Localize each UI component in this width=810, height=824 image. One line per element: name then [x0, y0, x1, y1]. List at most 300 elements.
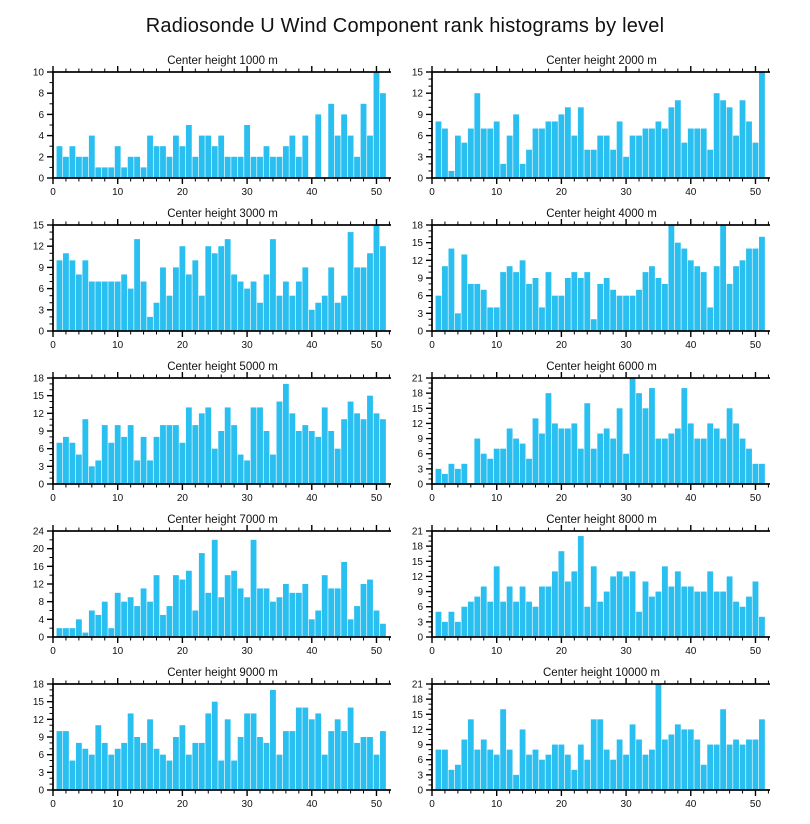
y-tick-label: 9 [417, 434, 423, 446]
bar-rank-31 [630, 724, 636, 790]
bar-rank-40 [688, 260, 694, 331]
y-tick-label: 9 [38, 732, 44, 744]
bar-rank-30 [244, 597, 250, 637]
bar-rank-31 [630, 378, 636, 484]
bar-rank-41 [315, 611, 321, 638]
histogram-center-height-8000-m [391, 511, 770, 664]
bar-rank-8 [481, 290, 487, 331]
bar-rank-41 [694, 740, 700, 790]
bar-rank-31 [251, 282, 257, 331]
x-tick-label: 40 [306, 493, 318, 504]
x-tick-label: 20 [555, 340, 567, 351]
bar-rank-9 [487, 602, 493, 637]
bar-rank-46 [348, 402, 354, 484]
bar-rank-26 [218, 246, 224, 331]
bar-rank-46 [348, 232, 354, 331]
bars [57, 690, 386, 790]
bar-rank-17 [539, 587, 545, 637]
bar-rank-30 [244, 460, 250, 484]
bar-rank-4 [455, 136, 461, 178]
bar-rank-12 [507, 750, 513, 790]
bar-rank-20 [179, 146, 185, 178]
x-tick-label: 10 [491, 493, 503, 504]
bar-rank-42 [701, 129, 707, 178]
y-tick-label: 9 [417, 273, 423, 285]
bar-rank-24 [584, 150, 590, 178]
bar-rank-8 [102, 425, 108, 484]
bars [436, 225, 765, 331]
x-tick-label: 0 [50, 187, 56, 198]
bar-rank-51 [380, 731, 386, 790]
bar-rank-40 [309, 431, 315, 484]
bars [436, 684, 765, 790]
bar-rank-51 [759, 237, 765, 331]
y-tick-label: 9 [38, 262, 44, 274]
y-tick-label: 4 [38, 614, 44, 626]
bar-rank-25 [591, 319, 597, 331]
panel-title: Center height 2000 m [546, 55, 657, 67]
bar-rank-7 [95, 615, 101, 637]
bar-rank-48 [740, 745, 746, 790]
bar-rank-47 [733, 602, 739, 637]
bar-rank-34 [270, 157, 276, 178]
bar-rank-1 [57, 731, 63, 790]
bar-rank-23 [199, 413, 205, 484]
bar-rank-4 [76, 619, 82, 637]
bar-rank-18 [546, 755, 552, 790]
x-tick-label: 10 [491, 646, 503, 657]
y-tick-label: 3 [417, 770, 423, 782]
x-tick-label: 40 [685, 646, 697, 657]
bar-rank-39 [681, 388, 687, 484]
bar-rank-49 [367, 737, 373, 790]
bar-rank-29 [238, 455, 244, 484]
bar-rank-43 [707, 423, 713, 484]
bar-rank-33 [643, 755, 649, 790]
bar-rank-39 [302, 708, 308, 790]
bar-rank-30 [623, 454, 629, 484]
histogram-center-height-1000-m [12, 52, 391, 205]
x-tick-label: 10 [112, 340, 124, 351]
bar-rank-16 [533, 129, 539, 178]
bar-rank-14 [141, 588, 147, 637]
bar-rank-12 [507, 587, 513, 637]
x-tick-label: 50 [370, 799, 383, 810]
bar-rank-28 [610, 576, 616, 637]
y-tick-label: 18 [32, 373, 44, 385]
bar-rank-20 [558, 114, 564, 178]
bar-rank-25 [591, 449, 597, 484]
bar-rank-14 [141, 167, 147, 178]
bar-rank-27 [604, 592, 610, 637]
panel-center-height-4000-m [391, 205, 770, 358]
bar-rank-11 [121, 437, 127, 484]
y-tick-label: 12 [411, 724, 423, 736]
bar-rank-17 [160, 755, 166, 790]
bar-rank-51 [380, 419, 386, 484]
bar-rank-9 [108, 755, 114, 790]
bar-rank-5 [461, 464, 467, 484]
bar-rank-40 [309, 310, 315, 331]
bar-rank-22 [192, 425, 198, 484]
bar-rank-25 [212, 449, 218, 484]
bar-rank-41 [315, 437, 321, 484]
bar-rank-28 [610, 760, 616, 790]
y-tick-label: 3 [417, 464, 423, 476]
bar-rank-46 [727, 107, 733, 178]
bar-rank-50 [753, 464, 759, 484]
panel-center-height-8000-m [391, 511, 770, 664]
bar-rank-10 [494, 449, 500, 484]
bar-rank-21 [565, 581, 571, 637]
bar-rank-32 [636, 393, 642, 484]
bar-rank-11 [500, 272, 506, 331]
histogram-center-height-2000-m [391, 52, 770, 205]
bar-rank-33 [264, 588, 270, 637]
bars [57, 225, 386, 331]
bars [57, 384, 386, 484]
bar-rank-17 [539, 434, 545, 484]
bar-rank-36 [662, 740, 668, 790]
bar-rank-15 [147, 460, 153, 484]
bar-rank-40 [688, 129, 694, 178]
bar-rank-50 [753, 249, 759, 331]
bar-rank-12 [507, 428, 513, 484]
bar-rank-23 [578, 745, 584, 790]
bar-rank-27 [604, 750, 610, 790]
bar-rank-11 [500, 449, 506, 484]
bar-rank-38 [296, 157, 302, 178]
bar-rank-32 [257, 157, 263, 178]
y-tick-label: 18 [32, 679, 44, 691]
bar-rank-2 [442, 622, 448, 637]
bar-rank-18 [167, 761, 173, 790]
bar-rank-15 [147, 136, 153, 178]
y-tick-label: 15 [411, 238, 423, 250]
bar-rank-22 [571, 770, 577, 790]
bar-rank-45 [720, 592, 726, 637]
panel-center-height-2000-m [391, 52, 770, 205]
panel-title: Center height 6000 m [546, 361, 657, 373]
bars [57, 540, 386, 637]
y-tick-label: 24 [32, 526, 44, 538]
bar-rank-44 [714, 93, 720, 178]
y-tick-label: 15 [411, 403, 423, 415]
bar-rank-28 [231, 274, 237, 331]
bar-rank-29 [617, 740, 623, 790]
y-tick-label: 0 [38, 326, 44, 338]
bar-rank-33 [264, 431, 270, 484]
bar-rank-47 [354, 267, 360, 331]
bar-rank-34 [649, 129, 655, 178]
bar-rank-5 [461, 740, 467, 790]
x-tick-label: 30 [241, 646, 253, 657]
bar-rank-45 [341, 114, 347, 178]
x-tick-label: 0 [429, 340, 435, 351]
bar-rank-8 [481, 587, 487, 637]
bar-rank-2 [63, 628, 69, 637]
bar-rank-43 [707, 150, 713, 178]
bar-rank-43 [328, 588, 334, 637]
bar-rank-13 [513, 602, 519, 637]
bar-rank-5 [82, 749, 88, 790]
x-tick-label: 10 [112, 646, 124, 657]
bar-rank-16 [533, 607, 539, 637]
y-tick-label: 18 [411, 388, 423, 400]
bar-rank-31 [251, 157, 257, 178]
histogram-grid [0, 52, 810, 817]
bar-rank-19 [552, 423, 558, 484]
bar-rank-2 [442, 750, 448, 790]
bars [436, 536, 765, 637]
bar-rank-51 [380, 624, 386, 637]
bar-rank-2 [442, 129, 448, 178]
x-tick-label: 30 [620, 493, 632, 504]
bar-rank-41 [694, 129, 700, 178]
bar-rank-28 [231, 157, 237, 178]
bar-rank-35 [277, 157, 283, 178]
bar-rank-33 [643, 129, 649, 178]
y-tick-label: 15 [32, 697, 44, 709]
panel-title: Center height 4000 m [546, 208, 657, 220]
panel-center-height-9000-m [12, 664, 391, 817]
bar-rank-30 [623, 755, 629, 790]
bar-rank-9 [487, 459, 493, 484]
bar-rank-3 [449, 249, 455, 331]
histogram-center-height-7000-m [12, 511, 391, 664]
bar-rank-30 [244, 289, 250, 331]
bar-rank-23 [578, 449, 584, 484]
x-tick-label: 40 [306, 340, 318, 351]
bar-rank-9 [487, 750, 493, 790]
bar-rank-34 [649, 750, 655, 790]
bar-rank-8 [481, 129, 487, 178]
bar-rank-34 [270, 602, 276, 637]
bar-rank-44 [335, 303, 341, 331]
bar-rank-40 [309, 619, 315, 637]
bar-rank-30 [623, 296, 629, 331]
bar-rank-11 [121, 743, 127, 790]
bar-rank-39 [681, 587, 687, 637]
bar-rank-35 [277, 402, 283, 484]
bar-rank-15 [526, 150, 532, 178]
bar-rank-42 [322, 755, 328, 790]
bar-rank-50 [753, 581, 759, 637]
bar-rank-21 [186, 125, 192, 178]
bar-rank-45 [720, 225, 726, 331]
bar-rank-29 [617, 296, 623, 331]
bar-rank-44 [714, 592, 720, 637]
bar-rank-30 [623, 576, 629, 637]
bar-rank-26 [597, 602, 603, 637]
bar-rank-9 [108, 628, 114, 637]
x-tick-label: 0 [429, 799, 435, 810]
x-tick-label: 40 [306, 799, 318, 810]
bar-rank-44 [714, 428, 720, 484]
bar-rank-28 [610, 290, 616, 331]
bar-rank-24 [205, 246, 211, 331]
bars [57, 72, 386, 178]
bar-rank-5 [461, 607, 467, 637]
bar-rank-12 [128, 425, 134, 484]
bar-rank-2 [63, 253, 69, 331]
bar-rank-47 [354, 743, 360, 790]
bar-rank-43 [328, 104, 334, 178]
y-tick-label: 12 [32, 241, 44, 253]
y-tick-label: 3 [38, 461, 44, 473]
y-tick-label: 15 [32, 220, 44, 232]
bar-rank-4 [455, 313, 461, 331]
bar-rank-17 [160, 425, 166, 484]
bar-rank-48 [740, 260, 746, 331]
bar-rank-36 [662, 284, 668, 331]
bar-rank-3 [70, 761, 76, 790]
panel-center-height-7000-m [12, 511, 391, 664]
y-tick-label: 0 [417, 479, 423, 491]
bar-rank-38 [675, 243, 681, 331]
y-tick-label: 18 [411, 220, 423, 232]
bar-rank-36 [662, 439, 668, 484]
bar-rank-36 [662, 566, 668, 637]
bar-rank-42 [701, 592, 707, 637]
bar-rank-45 [720, 439, 726, 484]
bar-rank-34 [649, 266, 655, 331]
bar-rank-18 [546, 393, 552, 484]
bar-rank-9 [108, 443, 114, 484]
bar-rank-3 [449, 612, 455, 637]
bar-rank-16 [154, 575, 160, 637]
y-tick-label: 6 [417, 755, 423, 767]
bar-rank-1 [57, 628, 63, 637]
bar-rank-1 [436, 750, 442, 790]
bar-rank-32 [636, 612, 642, 637]
bar-rank-8 [102, 743, 108, 790]
x-tick-label: 20 [555, 187, 567, 198]
bar-rank-39 [302, 136, 308, 178]
y-tick-label: 3 [38, 767, 44, 779]
bar-rank-38 [675, 724, 681, 790]
bar-rank-48 [361, 584, 367, 637]
bar-rank-23 [199, 296, 205, 331]
y-tick-label: 6 [417, 449, 423, 461]
x-tick-label: 50 [749, 493, 762, 504]
y-tick-label: 20 [32, 544, 44, 556]
bar-rank-23 [199, 136, 205, 178]
bar-rank-37 [289, 296, 295, 331]
bar-rank-37 [289, 413, 295, 484]
bar-rank-21 [186, 571, 192, 637]
x-tick-label: 30 [241, 187, 253, 198]
bar-rank-40 [688, 423, 694, 484]
bar-rank-32 [257, 737, 263, 790]
bar-rank-13 [134, 460, 140, 484]
x-tick-label: 20 [176, 187, 188, 198]
panel-center-height-1000-m [12, 52, 391, 205]
y-tick-label: 12 [32, 579, 44, 591]
bar-rank-21 [186, 755, 192, 790]
x-tick-label: 50 [749, 340, 762, 351]
bar-rank-35 [277, 296, 283, 331]
x-tick-label: 30 [620, 340, 632, 351]
bar-rank-1 [436, 121, 442, 178]
y-tick-label: 6 [38, 284, 44, 296]
bar-rank-41 [694, 439, 700, 484]
bar-rank-4 [455, 765, 461, 790]
bar-rank-40 [688, 729, 694, 790]
bar-rank-31 [630, 136, 636, 178]
bar-rank-21 [565, 428, 571, 484]
bar-rank-18 [546, 121, 552, 178]
bar-rank-11 [121, 274, 127, 331]
bar-rank-23 [578, 278, 584, 331]
panel-title: Center height 1000 m [167, 55, 278, 67]
bar-rank-46 [727, 408, 733, 484]
bar-rank-45 [720, 709, 726, 790]
bar-rank-8 [102, 167, 108, 178]
bar-rank-8 [102, 282, 108, 331]
bar-rank-24 [584, 760, 590, 790]
bar-rank-38 [675, 571, 681, 637]
x-tick-label: 20 [555, 493, 567, 504]
panel-title: Center height 10000 m [543, 667, 660, 679]
bar-rank-47 [733, 136, 739, 178]
bar-rank-18 [546, 587, 552, 637]
bar-rank-23 [199, 743, 205, 790]
y-tick-label: 12 [411, 418, 423, 430]
bar-rank-8 [481, 454, 487, 484]
y-tick-label: 6 [417, 602, 423, 614]
bar-rank-15 [147, 719, 153, 790]
bar-rank-42 [701, 272, 707, 331]
bar-rank-15 [526, 459, 532, 484]
bar-rank-48 [740, 607, 746, 637]
bar-rank-6 [89, 282, 95, 331]
bar-rank-11 [500, 164, 506, 178]
bar-rank-26 [597, 434, 603, 484]
bar-rank-26 [218, 597, 224, 637]
bar-rank-13 [134, 606, 140, 637]
bar-rank-28 [610, 439, 616, 484]
bar-rank-31 [630, 571, 636, 637]
bar-rank-34 [270, 690, 276, 790]
bar-rank-26 [218, 761, 224, 790]
y-tick-label: 9 [417, 740, 423, 752]
y-tick-label: 3 [417, 617, 423, 629]
bar-rank-26 [597, 719, 603, 790]
bar-rank-23 [578, 107, 584, 178]
bar-rank-18 [546, 272, 552, 331]
bar-rank-39 [681, 143, 687, 178]
y-tick-label: 0 [417, 632, 423, 644]
bar-rank-43 [328, 267, 334, 331]
bar-rank-45 [341, 731, 347, 790]
bar-rank-16 [533, 418, 539, 484]
bar-rank-50 [753, 740, 759, 790]
x-tick-label: 0 [50, 493, 56, 504]
y-tick-label: 15 [32, 391, 44, 403]
bar-rank-40 [688, 587, 694, 637]
bar-rank-35 [656, 684, 662, 790]
bar-rank-14 [141, 743, 147, 790]
bar-rank-18 [167, 296, 173, 331]
y-tick-label: 6 [38, 750, 44, 762]
bar-rank-46 [727, 284, 733, 331]
bar-rank-32 [636, 740, 642, 790]
bar-rank-21 [565, 755, 571, 790]
bar-rank-1 [436, 612, 442, 637]
x-tick-label: 0 [50, 646, 56, 657]
bar-rank-19 [173, 575, 179, 637]
